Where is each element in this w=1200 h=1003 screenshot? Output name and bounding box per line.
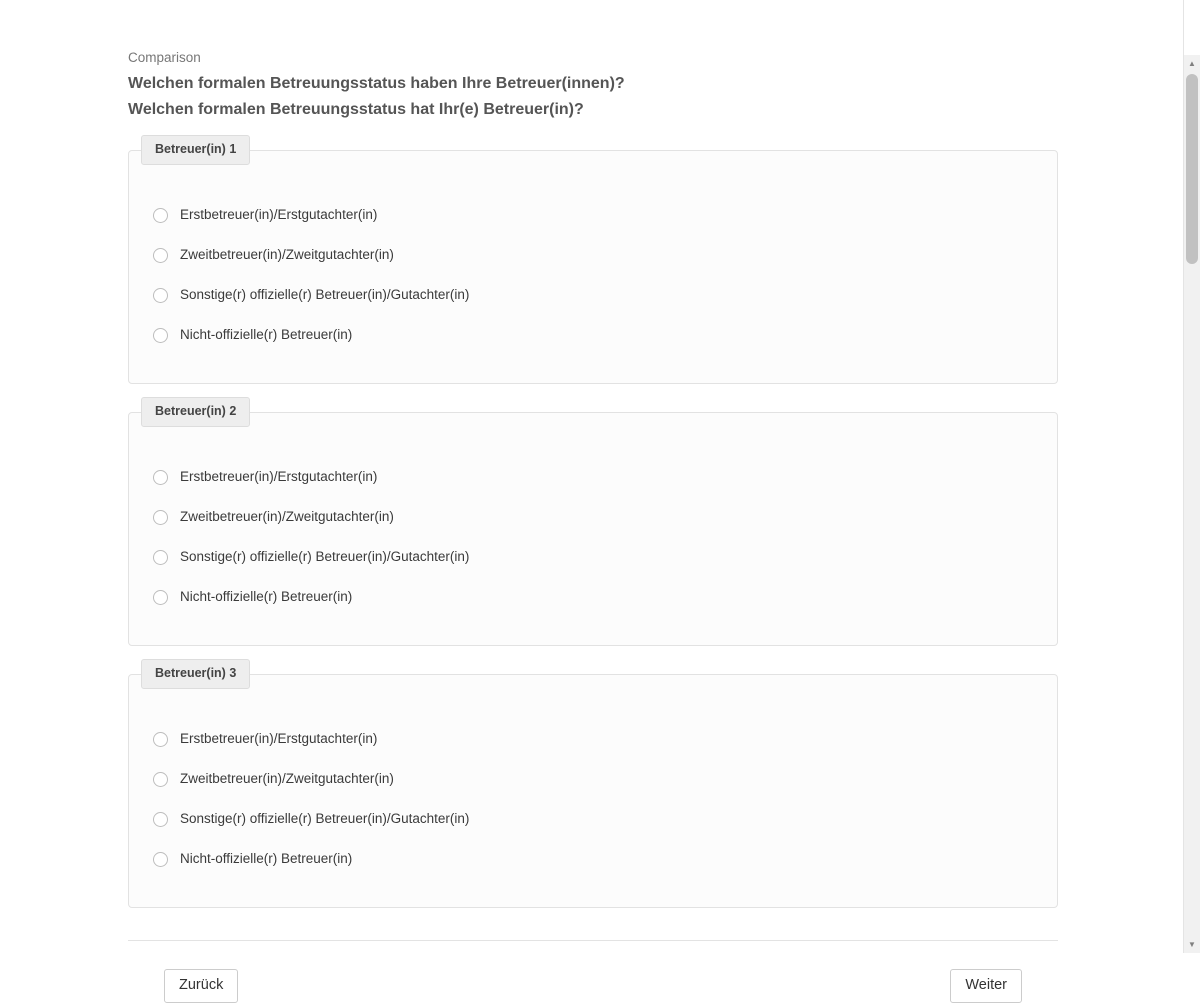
radio-option-label: Nicht-offizielle(r) Betreuer(in) <box>180 327 353 343</box>
radio-button-icon[interactable] <box>153 248 168 263</box>
radio-option-label: Nicht-offizielle(r) Betreuer(in) <box>180 851 353 867</box>
scroll-up-icon[interactable]: ▲ <box>1184 55 1200 72</box>
radio-button-icon[interactable] <box>153 812 168 827</box>
radio-button-icon[interactable] <box>153 328 168 343</box>
radio-option-row[interactable] <box>129 457 1057 497</box>
navigation-bar <box>128 969 1058 1003</box>
back-button[interactable]: Zurück <box>164 969 238 1003</box>
group-legend-3: Betreuer(in) 3 <box>141 659 250 689</box>
radio-button-icon[interactable] <box>153 550 168 565</box>
radio-option-label: Zweitbetreuer(in)/Zweitgutachter(in) <box>180 771 394 787</box>
supervisor-group-2 <box>128 404 1058 646</box>
radio-option-label: Nicht-offizielle(r) Betreuer(in) <box>180 589 353 605</box>
radio-option-label: Sonstige(r) offizielle(r) Betreuer(in)/Gutachter(in) <box>180 549 470 565</box>
radio-button-icon[interactable] <box>153 470 168 485</box>
scrollbar-thumb[interactable] <box>1186 74 1198 264</box>
group-legend-2: Betreuer(in) 2 <box>141 397 250 427</box>
scrollbar-track-top <box>1184 0 1200 55</box>
radio-option-label: Erstbetreuer(in)/Erstgutachter(in) <box>180 731 378 747</box>
radio-button-icon[interactable] <box>153 510 168 525</box>
radio-button-icon[interactable] <box>153 852 168 867</box>
footer-divider <box>128 940 1058 941</box>
radio-option-row[interactable] <box>129 497 1057 537</box>
radio-option-row[interactable] <box>129 577 1057 617</box>
radio-option-row[interactable] <box>129 235 1057 275</box>
radio-option-row[interactable] <box>129 839 1057 879</box>
group-legend-1: Betreuer(in) 1 <box>141 135 250 165</box>
radio-button-icon[interactable] <box>153 772 168 787</box>
radio-option-label: Erstbetreuer(in)/Erstgutachter(in) <box>180 207 378 223</box>
radio-option-label: Zweitbetreuer(in)/Zweitgutachter(in) <box>180 509 394 525</box>
radio-option-row[interactable] <box>129 537 1057 577</box>
breadcrumb: Comparison <box>128 50 201 65</box>
radio-button-icon[interactable] <box>153 732 168 747</box>
radio-option-label: Sonstige(r) offizielle(r) Betreuer(in)/Gutachter(in) <box>180 811 470 827</box>
survey-form <box>128 0 1058 1003</box>
supervisor-group-3 <box>128 666 1058 908</box>
supervisor-group-1 <box>128 142 1058 384</box>
radio-option-row[interactable] <box>129 759 1057 799</box>
radio-option-row[interactable] <box>129 719 1057 759</box>
radio-option-row[interactable] <box>129 195 1057 235</box>
next-button[interactable]: Weiter <box>950 969 1022 1003</box>
radio-button-icon[interactable] <box>153 590 168 605</box>
page-title: Welchen formalen Betreuungsstatus haben Ihre Betreuer(innen)? <box>128 75 625 93</box>
radio-option-label: Erstbetreuer(in)/Erstgutachter(in) <box>180 469 378 485</box>
radio-option-row[interactable] <box>129 315 1057 355</box>
radio-button-icon[interactable] <box>153 208 168 223</box>
radio-option-label: Sonstige(r) offizielle(r) Betreuer(in)/Gutachter(in) <box>180 287 470 303</box>
page-scrollbar[interactable] <box>1183 0 1200 953</box>
radio-option-row[interactable] <box>129 275 1057 315</box>
page-subtitle: Welchen formalen Betreuungsstatus hat Ihr(e) Betreuer(in)? <box>128 101 584 119</box>
radio-option-label: Zweitbetreuer(in)/Zweitgutachter(in) <box>180 247 394 263</box>
radio-option-row[interactable] <box>129 799 1057 839</box>
scroll-down-icon[interactable]: ▼ <box>1184 936 1200 953</box>
radio-button-icon[interactable] <box>153 288 168 303</box>
